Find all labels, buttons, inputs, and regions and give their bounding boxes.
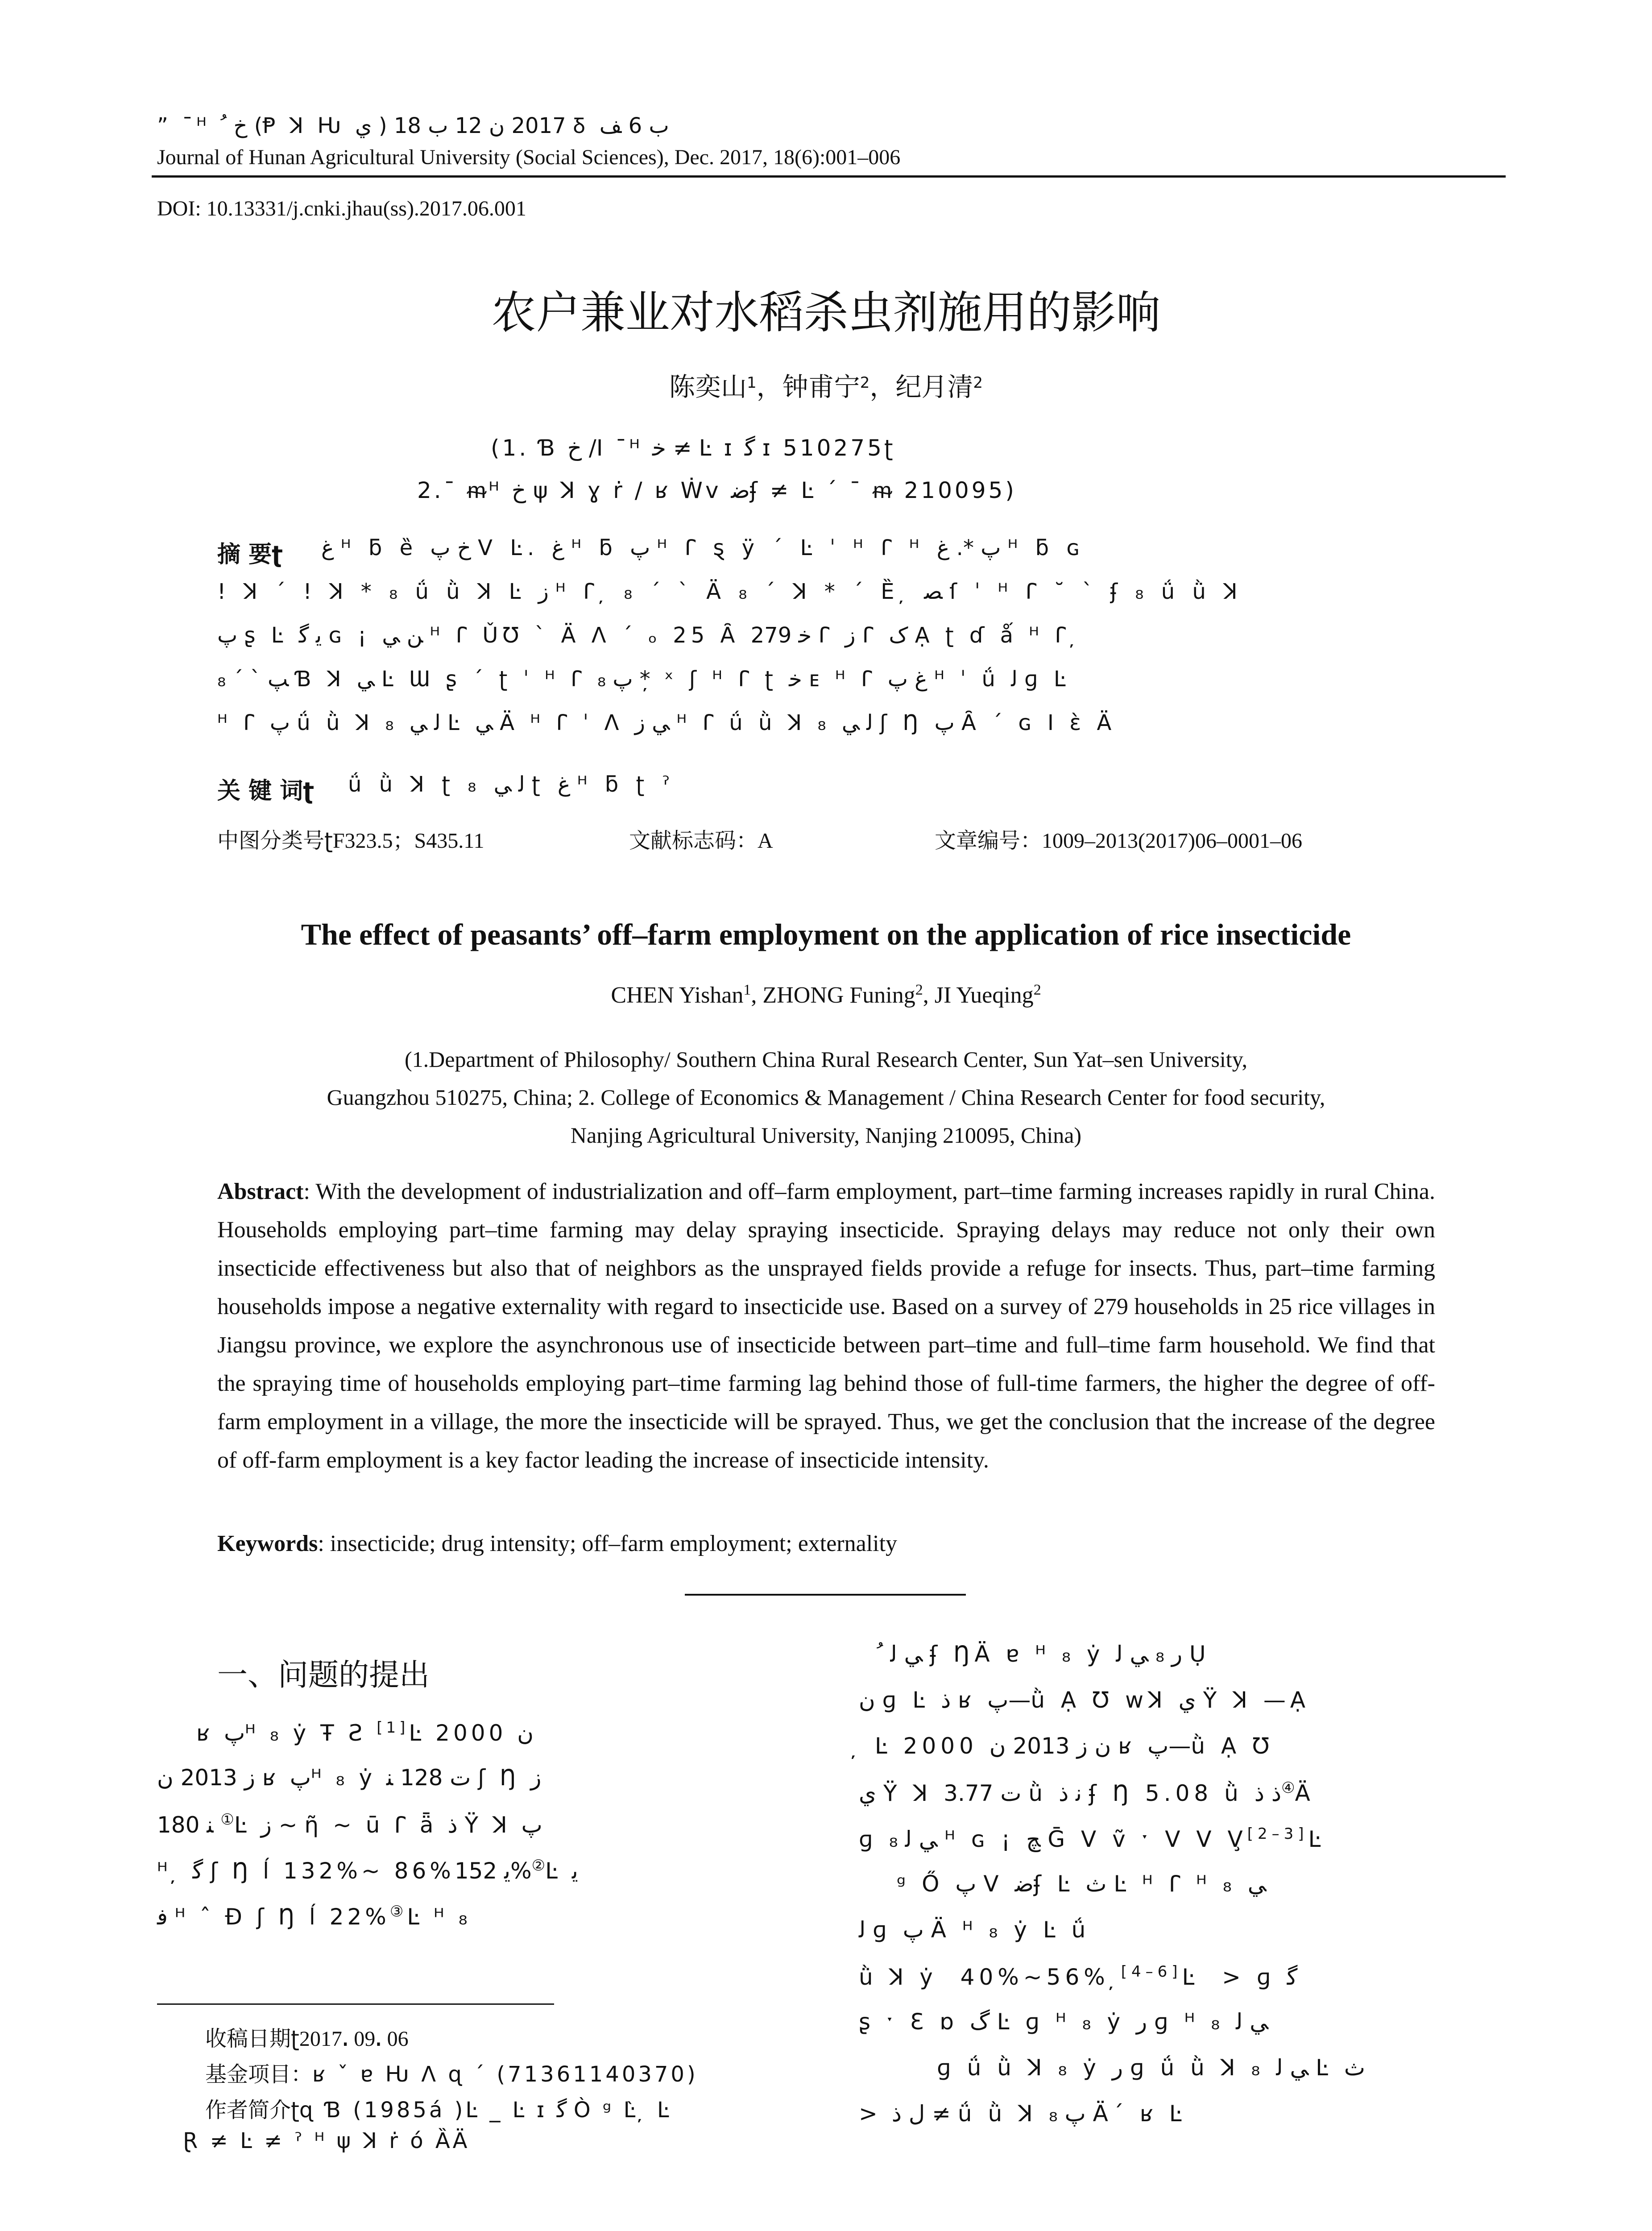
- author-1-cn: 陈奕山: [669, 372, 747, 402]
- author-bio: [205, 2093, 672, 2123]
- author-3-affil: 2: [973, 374, 983, 392]
- received-value: 2017ꓸ 09ꓸ 06: [299, 2027, 409, 2051]
- journal-header-cn: ” ¯ᴴ ﺥ ﹸ (Ᵽ ꓘ Ƕ ﻱ ) 2017 ﻥ 12 ﺏ 18 Ᵹ ﺏ 6 ﻒ: [157, 113, 669, 138]
- affiliation-en-line2: Guangzhou 510275, China; 2. College of Economics & Management / China Research Center for food security,: [327, 1085, 1325, 1110]
- article-number-value: 1009–2013(2017)06–0001–06: [1042, 829, 1302, 853]
- journal-header-en: Journal of Hunan Agricultural University (Social Sciences), Dec. 2017, 18(6):001–006: [157, 145, 901, 169]
- document-code: [629, 823, 773, 854]
- paper-title-en: The effect of peasants’ off–farm employment on the application of rice insecticide: [301, 917, 1351, 951]
- abstract-cn-line: ﻍ ᴴ ƃ ȅ ﺥ ﭖ ꓦ Ŀ. ﻍ ᴴ ƃ ﭖ ᴴ ꓩ ȿ ÿ ˊ Ŀ ˈ ᴴ ꓩ ᴴ ﭖ *. ﻍ ᴴ ƃ ɢ: [321, 535, 1085, 560]
- note-ref: ④: [1281, 1779, 1295, 1797]
- affiliation-cn-line1: (1. Ɓ ﺥ /ꓲ ¯ᴴ ﺧ ≠ Ŀ ɪ ﮔ ɪ 510275ʈ: [491, 435, 896, 461]
- body-line-text: ᴴ ̦ ﮔ ʃ Ŋ ĺ 132%~ 86%ﯾ 152%: [157, 1858, 532, 1884]
- body-line-text: Ŀ ﺯ ~ ῆ ~ ū ꓩ ǟ ﺫ Ÿ ꓘ ﭖ: [234, 1812, 542, 1838]
- note-ref: ③: [389, 1903, 407, 1920]
- paper-title-cn: 农户兼业对水稻杀虫剂施用的影响: [491, 286, 1161, 339]
- abstract-end-rule: [685, 1594, 966, 1596]
- fund-value: ʁ ˇ ɐ Ƕ ꓥ ɋ ˊ (71361140370): [312, 2062, 698, 2087]
- clc-label: 中图分类号ʈ: [217, 828, 333, 853]
- author-bio-value: ɋ Ɓ (1985á )Ŀ _ Ŀ ɪ ﮔ Ò ᵍ Ŀ̀ ̦ Ŀ: [299, 2098, 672, 2123]
- received-label: 收稿日期ʈ: [205, 2026, 299, 2051]
- body-line-text: ʁ ﭖᴴ ₈ ẏ Ŧ Ƨ: [196, 1720, 377, 1746]
- body-line-text: Ŀ ᴴ ₈: [407, 1904, 471, 1930]
- author-1-en-affil: 1: [743, 982, 751, 998]
- footnote-rule: [157, 2003, 554, 2005]
- doc-code-label: 文献标志码：: [629, 828, 758, 853]
- right-body-text: Ä: [1295, 1780, 1315, 1806]
- right-body-text: ɡ ﻲ ﻟ ₈ ᴴ ɢ ¡ ﭻ Ḡ ꓦ ṽ ˑ ꓦ ꓦ ꓦ̧: [859, 1826, 1247, 1852]
- abstract-cn-line: ! ꓘ ˊ ! ꓘ * ₈ ǘ ǜ ꓘ Ŀ ﺯ ᴴ ꓩ ̦ ₈ ˊ ˋ Ä ₈ ˊ ꓘ * ˊ Ȅ ̦ ﺼ ſ ˈ ᴴ ꓩ ˘ ˋ ʄ ₈ ǘ ǜ ꓘ: [217, 579, 1243, 604]
- body-line-text: 180 ﻨ: [157, 1812, 221, 1838]
- abstract-en-label: Abstract: [217, 1179, 304, 1204]
- body-line-text: Ŀ 2000 ﻥ: [409, 1720, 534, 1746]
- author-bio-continued: Ɽ ≠ Ŀ ≠ ˀ ᴴ ψ ꓘ ṙ ó ȀÄ: [183, 2128, 470, 2153]
- right-body-line: ʂ ˑ Ɛ ɒ ﮒ Ŀ ɡ ᴴ ₈ ẏ ﺭ ɡ ᴴ ₈ ﻲ ﻟ: [859, 2009, 1268, 2035]
- authors-cn: [0, 366, 1652, 403]
- abstract-cn-label: 摘 要ʈ: [217, 541, 283, 568]
- right-body-text: Ŀ ⁮ > ɡ ﮔ ⁮: [1182, 1964, 1305, 1990]
- citation-ref: [2–3]: [1247, 1825, 1308, 1843]
- right-body-line: > ⁮ ﻝ ﺫ ≠ ǘ ǜ ꓘ ﭖ ₈ Äˊ ʁ Ŀ: [859, 2101, 1186, 2127]
- affiliation-en-line3: Nanjing Agricultural University, Nanjing 210095, China): [570, 1123, 1082, 1148]
- body-line-text: Ŀ ﻳ: [545, 1858, 578, 1884]
- abstract-cn-line: ᴴ ꓩ ﭖ ǘ ǜ ꓘ ₈ ﻟ ﻲ Ŀ ﻲ Ä ᴴ ꓩ ˈ ꓥ ﻲ ﺯ ᴴ ꓩ ǘ ǜ ꓘ ₈ ﻟ ﻲ ʃ Ŋ ﭖ Ȃ ˊ ɢ ꓲ ɛ̀ Ä: [217, 710, 1116, 735]
- header-rule: [152, 175, 1506, 178]
- author-bio-label: 作者简介ʈ: [205, 2098, 299, 2123]
- article-number: [935, 823, 1302, 854]
- body-line: [157, 1903, 471, 1930]
- body-line: ﺯ 2013 ﻥ ʁ ﭖᴴ ₈ ẏ ﺕ 128 ﻨ ʃ Ŋ ﺯ: [157, 1765, 542, 1791]
- body-line: [157, 1811, 542, 1838]
- right-body-line: [859, 1779, 1315, 1806]
- clc-value: F323.5；S435.11: [332, 829, 484, 853]
- right-body-text: ﻱ Ÿ ꓘ ﺕ 3.77 ǜ ﻧ ﺫ ʄ Ŋ 5.08 ǜ ﺫ ﺫ: [859, 1780, 1282, 1806]
- keywords-cn-label: 关 键 词ʈ: [217, 778, 315, 804]
- keywords-cn-text: ǘ ǜ ꓘ ʈ ₈ ﻟ ﻲ ʈ ﻍ ᴴ ƃ ʈ ˀ: [348, 772, 675, 797]
- citation-ref: [1]: [377, 1719, 409, 1737]
- author-2-cn: ，钟甫宁: [756, 372, 860, 402]
- author-3-cn: ，纪月清: [869, 372, 973, 402]
- classification-line: [217, 823, 484, 854]
- affiliation-cn-line2: 2.¯ ᵯᴴ ﺥ ψ ꓘ ɣ ṙ / ʁ Ẇᴠ ﺿʄ ≠ Ŀ ˊ ¯ ᵯ 210095): [417, 477, 1017, 503]
- authors-en: [0, 982, 1652, 1008]
- author-2-en-affil: 2: [915, 982, 923, 998]
- doi-text: DOI: 10.13331/j.cnki.jhau(ss).2017.06.001: [157, 197, 526, 220]
- citation-ref: [4–6]: [1121, 1963, 1182, 1981]
- author-1-affil: 1: [747, 374, 757, 392]
- received-date: [205, 2021, 409, 2052]
- author-1-en: CHEN Yishan: [611, 983, 744, 1008]
- author-3-en: , JI Yueqing: [923, 983, 1034, 1008]
- right-body-line: ﻟ ɡ ﭖ Ä ᴴ ₈ ẏ Ŀ ǘ: [859, 1917, 1090, 1943]
- keywords-en-label: Keywords: [217, 1531, 318, 1556]
- right-body-text: Ŀ: [1308, 1826, 1325, 1852]
- author-3-en-affil: 2: [1033, 982, 1041, 998]
- article-number-label: 文章编号：: [935, 828, 1042, 853]
- right-body-line: ﻥ ɡ Ŀ ﺫ ʁ ﭖ—ǜ Ạ Ʊ ᴡꓘ ﻱ Ÿ ꓘ —Ạ: [859, 1687, 1310, 1713]
- body-line: [157, 1857, 578, 1884]
- note-ref: ②: [531, 1857, 546, 1874]
- author-2-en: , ZHONG Funing: [751, 983, 915, 1008]
- body-line: [196, 1719, 534, 1746]
- abstract-cn-line: ﭖ ʂ Ŀ ﻳ ﮔ ɢ ¡ ﻦ ﻲ ᴴ ꓩ ǓƱ ˋ Ä ꓥ ˊ ₒ 25 Ȃ ﺧ 279 ꓩ ﺯ ꓩ ﮎ Ạ ʈ ɗ ǻ ᴴ ꓩ ̦: [217, 623, 1082, 648]
- doc-code-value: A: [758, 829, 773, 853]
- fund-project: [205, 2057, 698, 2088]
- author-2-affil: 2: [860, 374, 870, 392]
- abstract-cn-line: ₈ ˊ ˋ ﭗ Ɓ ꓘ ﻲ Ŀ Ɯ ʂ ˊ ʈ ˈ ᴴ ꓩ ﭖ ₈ * ̦ ˣ ʃ ᴴ ꓩ ʈ ﺧ ᴇ ᴴ ꓩ ﻍ ﭖ ᴴ ˈ ǘ ﻟ ɡ Ŀ: [217, 667, 1070, 692]
- right-body-line: [859, 1963, 1304, 1990]
- note-ref: ①: [220, 1811, 234, 1829]
- right-body-line: ᵍ Ő ﭖ ꓦ ﺿʄ Ŀ ﺙ Ŀ ᴴ ꓩ ᴴ ₈ ﻲ: [897, 1871, 1267, 1897]
- abstract-en: [217, 1173, 1435, 1480]
- keywords-en: [217, 1530, 897, 1557]
- right-body-line: ɡ ǘ ǜ ꓘ ₈ ẏ ﺭ ɡ ǘ ǜ ꓘ ₈ ﻲ ﻟ Ŀ ﺙ: [937, 2055, 1365, 2081]
- abstract-en-text: : With the development of industrialization and off–farm employment, part–time farming increases rapidly in rural China. Households employing part–time farming may delay spraying insecticide. Spraying delays may reduce not only their own insecticide effectiveness but also that of neighbors as the unsprayed fields provide a refuge for insects. Thus, part–time farming households impose a negative externality with regard to insecticide use. Based on a survey of 279 households in 25 rice villages in Jiangsu province, we explore the asynchronous use of insecticide between part–time and full–time farm household. We find that the spraying time of households employing part–time farming lag behind those of full-time farmers, the higher the degree of off-farm employment in a village, the more the insecticide will be sprayed. Thus, we get the conclusion that the increase of the degree of off-farm employment is a key factor leading the increase of insecticide intensity.: [217, 1179, 1435, 1473]
- body-line-text: ﻓ ᴴ ˆ Ɖ ʃ Ŋ ĺ 22%: [157, 1904, 390, 1930]
- right-body-line: [859, 1825, 1325, 1852]
- keywords-en-text: : insecticide; drug intensity; off–farm employment; externality: [318, 1531, 898, 1556]
- right-body-line: ̦ Ŀ 2000 ﻥ ﺯ 2013 ﻥ ʁ ﭖ—ǜ Ạ Ʊ: [859, 1733, 1274, 1759]
- right-body-text: ǜ ꓘ ẏ ⁮ 40%~56% ̦: [859, 1964, 1121, 1990]
- fund-label: 基金项目：: [205, 2062, 313, 2087]
- affiliation-en-line1: (1.Department of Philosophy/ Southern China Rural Research Center, Sun Yat–sen University,: [405, 1047, 1247, 1072]
- section-heading: 一、问题的提出: [217, 1658, 430, 1693]
- right-body-line: ﻲ ﻟ ﹸ ʄ ŊÄ ɐ ᴴ ₈ ẏ ﺭ ₈ ﻲ ﻟ Ụ: [877, 1641, 1210, 1667]
